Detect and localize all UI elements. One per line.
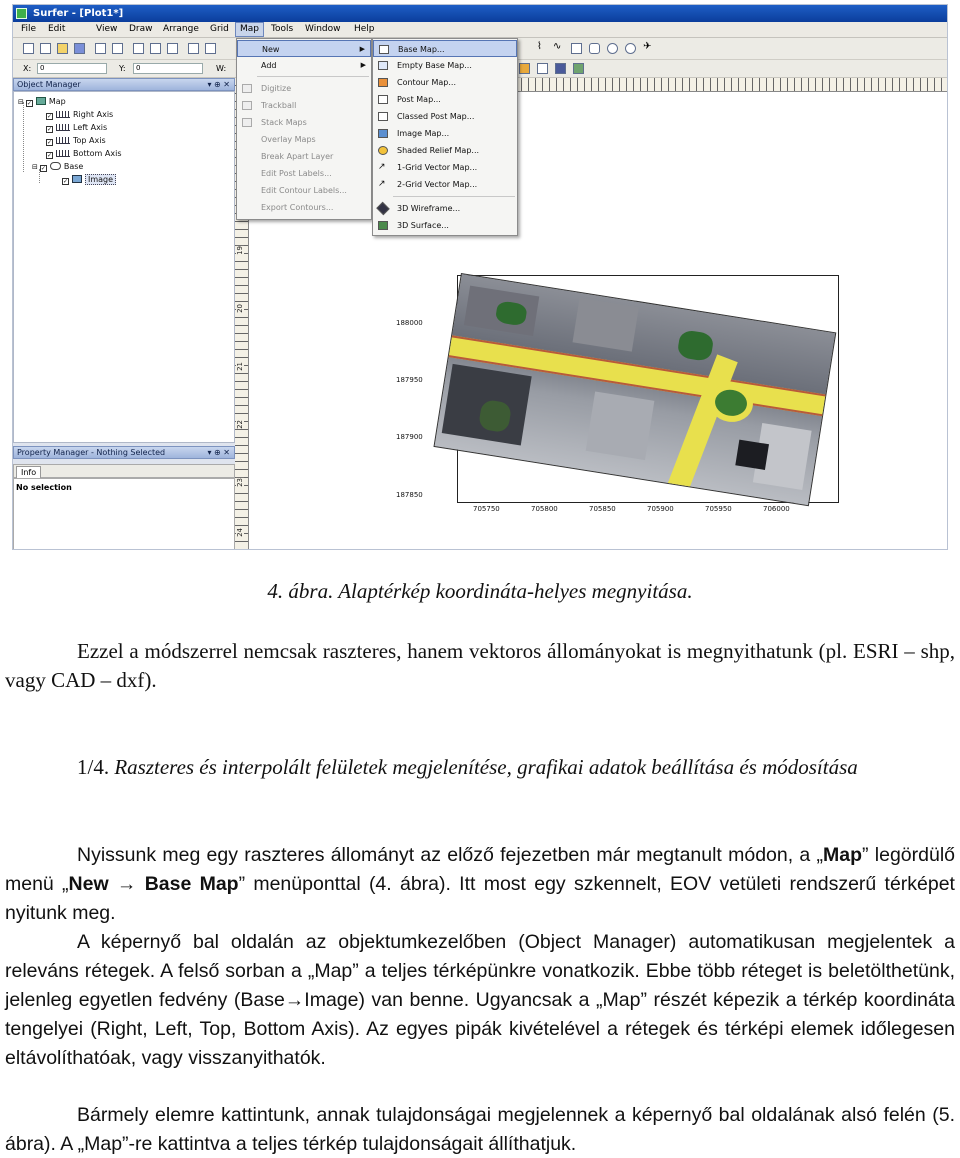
base-layer-icon xyxy=(50,162,61,170)
empty-base-map-icon xyxy=(378,61,388,70)
object-manager-tree xyxy=(13,91,235,443)
section-title: Raszteres és interpolált felületek megjelenítése, grafikai adatok beállítása és módosítása xyxy=(114,755,858,779)
paragraph-properties: Bármely elemre kattintunk, annak tulajdonságai megjelennek a képernyő bal oldalának alsó felén (5. ábra). A „Map”-re kattintva a teljes térkép tulajdonságait állíthatjuk. xyxy=(5,1104,955,1155)
ellipse-icon[interactable] xyxy=(607,43,618,54)
menu-item-break-apart-layer[interactable]: Break Apart Layer xyxy=(261,152,334,161)
new-submenu xyxy=(372,38,518,236)
paragraph-object-manager: A képernyő bal oldalán az objektumkezelőben (Object Manager) automatikusan megjelentek a releváns rétegek. A felső sorban a „Map” a teljes térképünkre vonatkozik. Ebbe több réteget is beletölthetünk, jelenleg egyetlen fedvény (Base→Image) van benne. Ugyancsak a „Map” részét képezik a térkép koordináta tengelyei (Right, Left, Top, Bottom Axis). Az egyes pipák kivételével a rétegek és térképi elemek időlegesen eltávolíthatóak, vagy visszanyithatók. xyxy=(5,931,955,1069)
menu-item-overlay-maps[interactable]: Overlay Maps xyxy=(261,135,316,144)
menu-item-edit-post-labels[interactable]: Edit Post Labels... xyxy=(261,169,332,178)
wireframe-toolbar-icon[interactable] xyxy=(555,63,566,74)
submenu-item-base-map[interactable]: Base Map... xyxy=(373,40,517,57)
print-icon[interactable] xyxy=(95,43,106,54)
surfer-screenshot xyxy=(12,4,948,550)
title-bar xyxy=(13,5,947,22)
menu-item-new[interactable]: New ▶ xyxy=(237,40,371,57)
x-coord-label: X: xyxy=(23,64,32,73)
y-tick-187950: 187950 xyxy=(396,376,423,384)
rectangle-icon[interactable] xyxy=(571,43,582,54)
property-manager-title: Property Manager - Nothing Selected xyxy=(17,448,166,457)
panel-pin-icon[interactable]: ▾ ⊕ ✕ xyxy=(207,80,230,89)
submenu-item-post-map[interactable]: Post Map... xyxy=(373,91,517,108)
image-layer-icon xyxy=(72,175,82,183)
vector-map-2-icon: ↗ xyxy=(378,179,386,189)
x-tick-706000: 706000 xyxy=(763,505,790,513)
menu-window[interactable]: Window xyxy=(305,24,341,34)
section-number: 1/4. xyxy=(77,755,110,779)
x-tick-705950: 705950 xyxy=(705,505,732,513)
post-map-icon xyxy=(378,95,388,104)
tree-item-base[interactable]: ⊟ ✓ Base xyxy=(32,162,84,172)
image-map-icon xyxy=(378,129,388,138)
polyline-icon[interactable]: ⌇ xyxy=(537,41,542,52)
shaded-relief-icon xyxy=(378,146,388,155)
symbol-icon[interactable]: ✈ xyxy=(643,41,652,52)
y-tick-187900: 187900 xyxy=(396,433,423,441)
submenu-item-shaded-relief-map[interactable]: Shaded Relief Map... xyxy=(373,142,517,159)
new-worksheet-icon[interactable] xyxy=(40,43,51,54)
menu-item-stack-maps[interactable]: Stack Maps xyxy=(237,114,371,131)
submenu-item-image-map[interactable]: Image Map... xyxy=(373,125,517,142)
tree-item-image[interactable]: ✓ Image xyxy=(62,175,116,185)
no-selection-text: No selection xyxy=(16,483,72,492)
menu-item-export-contours[interactable]: Export Contours... xyxy=(261,203,334,212)
stack-maps-icon xyxy=(242,118,252,127)
trackball-icon xyxy=(242,101,252,110)
submenu-item-2-grid-vector-map[interactable]: ↗ 2-Grid Vector Map... xyxy=(373,176,517,193)
y-tick-187850: 187850 xyxy=(396,491,423,499)
window-title: Surfer - [Plot1*] xyxy=(33,8,124,19)
new-icon[interactable] xyxy=(23,43,34,54)
copy-icon[interactable] xyxy=(150,43,161,54)
menu-tools[interactable]: Tools xyxy=(271,24,294,34)
panel-pin-icon[interactable]: ▾ ⊕ ✕ xyxy=(207,448,230,457)
section-heading xyxy=(5,753,955,782)
map-dropdown-menu xyxy=(236,38,372,220)
map-layer-icon xyxy=(36,97,46,105)
tree-item-top-axis[interactable]: ✓ Top Axis xyxy=(47,136,106,146)
property-manager-body xyxy=(13,478,235,550)
rounded-rect-icon[interactable] xyxy=(589,43,600,54)
open-icon[interactable] xyxy=(57,43,68,54)
w-coord-label: W: xyxy=(216,64,227,73)
paragraph-vector-files: Ezzel a módszerrel nemcsak raszteres, hanem vektoros állományokat is megnyithatunk (pl. ESRI – shp, vagy CAD – dxf). xyxy=(5,639,955,692)
axis-icon xyxy=(56,111,70,118)
property-manager-tabs xyxy=(13,464,235,478)
undo-icon[interactable] xyxy=(188,43,199,54)
axis-icon xyxy=(56,124,70,131)
menu-edit[interactable]: Edit xyxy=(48,24,66,34)
wireframe-icon xyxy=(376,202,389,215)
property-manager-header xyxy=(13,446,235,459)
y-coord-field[interactable]: 0 xyxy=(133,63,203,74)
vertical-ruler[interactable]: 19 20 21 22 23 24 xyxy=(235,78,249,550)
submenu-item-3d-surface[interactable]: 3D Surface... xyxy=(373,217,517,234)
menu-item-edit-contour-labels[interactable]: Edit Contour Labels... xyxy=(261,186,347,195)
axis-icon xyxy=(56,137,70,144)
x-coord-field[interactable]: 0 xyxy=(37,63,107,74)
submenu-item-classed-post-map[interactable]: Classed Post Map... xyxy=(373,108,517,125)
x-tick-705750: 705750 xyxy=(473,505,500,513)
menu-draw[interactable]: Draw xyxy=(129,24,153,34)
digitize-icon xyxy=(242,84,252,93)
x-tick-705850: 705850 xyxy=(589,505,616,513)
menu-map[interactable]: Map xyxy=(235,22,264,37)
tree-item-bottom-axis[interactable]: ✓ Bottom Axis xyxy=(47,149,122,159)
tab-info[interactable]: Info xyxy=(16,466,41,479)
contour-map-icon xyxy=(378,78,388,87)
axis-icon xyxy=(56,150,70,157)
circle-icon[interactable] xyxy=(625,43,636,54)
base-map-icon xyxy=(379,45,389,54)
menu-grid[interactable]: Grid xyxy=(210,24,229,34)
submenu-item-empty-base-map[interactable]: Empty Base Map... xyxy=(373,57,517,74)
tree-item-map[interactable]: ⊟ ✓ Map xyxy=(18,97,66,107)
image-toolbar-icon[interactable] xyxy=(573,63,584,74)
menu-item-digitize[interactable]: Digitize xyxy=(237,80,371,97)
redo-icon[interactable] xyxy=(205,43,216,54)
menu-help[interactable]: Help xyxy=(354,24,375,34)
print-preview-icon[interactable] xyxy=(112,43,123,54)
classed-post-map-icon xyxy=(378,112,388,121)
paste-icon[interactable] xyxy=(167,43,178,54)
vector-toolbar-icon[interactable] xyxy=(537,63,548,74)
menu-item-add[interactable]: Add ▶ xyxy=(261,61,366,70)
menu-arrange[interactable]: Arrange xyxy=(163,24,199,34)
contour-map-toolbar-icon[interactable] xyxy=(519,63,530,74)
menu-view[interactable]: View xyxy=(96,24,118,34)
surface-icon xyxy=(378,221,388,230)
object-manager-header xyxy=(13,78,235,91)
object-manager-title: Object Manager xyxy=(17,80,81,89)
surfer-app-icon xyxy=(16,8,27,19)
menu-item-trackball[interactable]: Trackball xyxy=(237,97,371,114)
tree-item-right-axis[interactable]: ✓ Right Axis xyxy=(47,110,114,120)
menu-bar xyxy=(13,22,947,38)
submenu-item-contour-map[interactable]: Contour Map... xyxy=(373,74,517,91)
paragraph-open-raster: Nyissunk meg egy raszteres állományt az előző fejezetben már megtanult módon, a „Map” legördülő menü „New → Base Map” menüponttal (4. ábra). Itt most egy szkennelt, EOV vetületi rendszerű térképet nyitunk meg. xyxy=(5,844,956,924)
y-tick-188000: 188000 xyxy=(396,319,423,327)
spline-icon[interactable]: ∿ xyxy=(553,41,562,52)
y-coord-label: Y: xyxy=(119,64,126,73)
tree-item-left-axis[interactable]: ✓ Left Axis xyxy=(47,123,108,133)
save-icon[interactable] xyxy=(74,43,85,54)
x-tick-705800: 705800 xyxy=(531,505,558,513)
vector-map-icon: ↗ xyxy=(378,162,386,172)
menu-file[interactable]: File xyxy=(21,24,37,34)
x-tick-705900: 705900 xyxy=(647,505,674,513)
submenu-item-1-grid-vector-map[interactable]: ↗ 1-Grid Vector Map... xyxy=(373,159,517,176)
submenu-item-3d-wireframe[interactable]: 3D Wireframe... xyxy=(373,200,517,217)
figure-caption: 4. ábra. Alaptérkép koordináta-helyes megnyitása. xyxy=(267,579,693,603)
cut-icon[interactable] xyxy=(133,43,144,54)
